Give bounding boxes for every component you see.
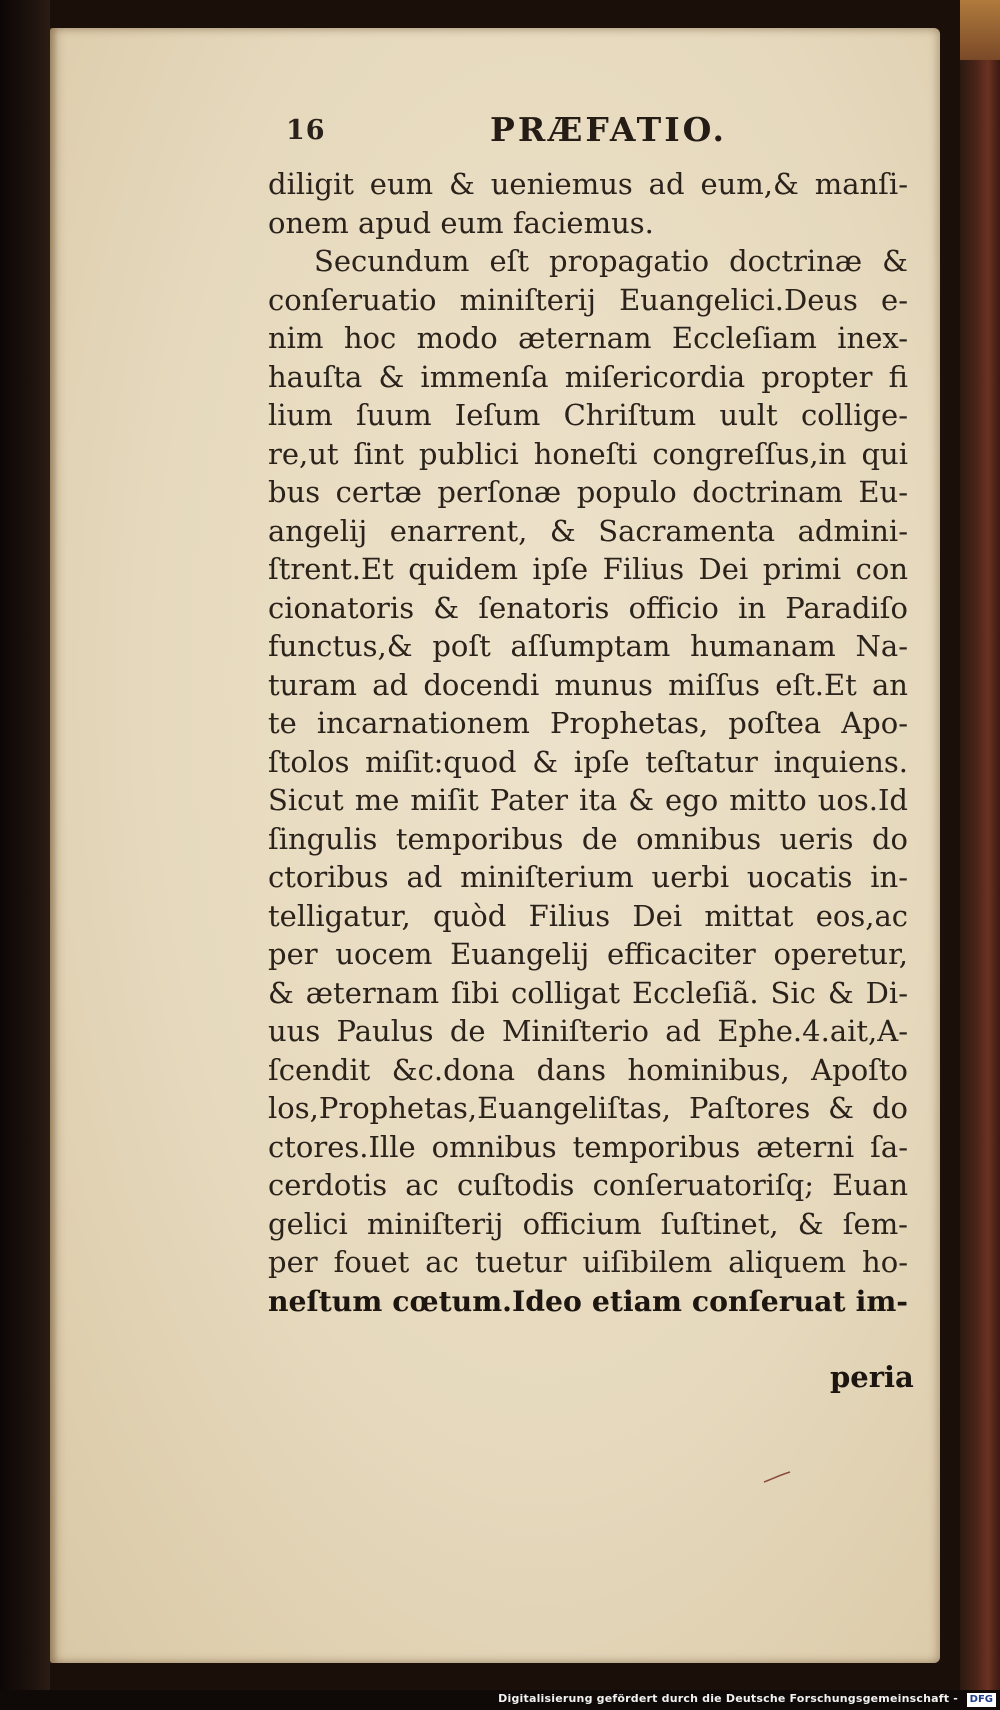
text-line: diligit eum & ueniemus ad eum,& manſi-: [268, 167, 908, 201]
text-line: ſcendit &c.dona dans hominibus, Apoſto: [268, 1052, 908, 1087]
book-spine-top: [960, 0, 1000, 60]
text-line: re,ut ſint publici honeſti congreſſus,in qui: [268, 436, 908, 471]
text-line: ſtrent.Et quidem ipſe Filius Dei primi con: [268, 552, 908, 586]
dfg-logo: DFG: [967, 1693, 996, 1707]
text-line: angelij enarrent, & Sacramenta admini-: [268, 513, 908, 548]
text-line: Sicut me miſit Pater ita & ego mitto uos.Id: [268, 783, 908, 817]
text-line: Secundum eſt propagatio doctrinæ &: [314, 244, 908, 278]
digitization-credit: Digitalisierung gefördert durch die Deutsche Forschungsgemeinschaft -: [498, 1692, 958, 1705]
text-line: onem apud eum faciemus.: [268, 205, 654, 240]
text-line: cerdotis ac cuſtodis conſeruatoriſq; Euan: [268, 1168, 908, 1202]
text-line: los,Prophetas,Euangeliſtas, Paſtores & do: [268, 1091, 908, 1125]
catchword: peria: [830, 1360, 914, 1394]
text-line: per uocem Euangelij efficaciter operetur,: [268, 937, 908, 971]
text-line: lium ſuum Ieſum Chriſtum uult collige-: [268, 398, 908, 432]
background-left: [0, 0, 50, 1710]
page-number: 16: [286, 115, 326, 146]
pen-mark-decoration: [762, 1470, 792, 1484]
text-line: neſtum cœtum.Ideo etiam conſeruat im-: [268, 1283, 908, 1318]
text-line: cionatoris & ſenatoris officio in Paradiſo: [268, 590, 908, 625]
text-line: nim hoc modo æternam Eccleſiam inex-: [268, 321, 908, 355]
page-gutter-shadow: [50, 28, 58, 1663]
text-line: & æternam ſibi colligat Eccleſiã. Sic & Di-: [268, 975, 908, 1010]
text-line: ſtolos miſit:quod & ipſe teſtatur inquiens.: [268, 744, 908, 779]
text-line: functus,& poſt aſſumptam humanam Na-: [268, 629, 908, 663]
text-line: ſingulis temporibus de omnibus ueris do: [268, 821, 908, 856]
text-line: uus Paulus de Miniſterio ad Ephe.4.ait,A-: [268, 1014, 908, 1048]
text-line: gelici miniſterij officium ſuſtinet, & ſem-: [268, 1206, 908, 1241]
text-line: telligatur, quòd Filius Dei mittat eos,ac: [268, 898, 908, 933]
text-line: ctoribus ad miniſterium uerbi uocatis in-: [268, 860, 908, 894]
text-line: ctores.Ille omnibus temporibus æterni ſa-: [268, 1129, 908, 1164]
text-line: te incarnationem Prophetas, poſtea Apo-: [268, 706, 908, 740]
running-title: PRÆFATIO.: [490, 110, 727, 149]
text-line: per fouet ac tuetur uiſibilem aliquem ho-: [268, 1245, 908, 1279]
text-line: conſeruatio miniſterij Euangelici.Deus e-: [268, 282, 908, 317]
text-line: bus certæ perſonæ populo doctrinam Eu-: [268, 475, 908, 509]
book-spine: [960, 0, 1000, 1710]
body-text: [268, 165, 908, 1320]
text-line: turam ad docendi munus miſſus eſt.Et an: [268, 667, 908, 702]
text-line: hauſta & immenſa miſericordia propter fi: [268, 359, 908, 394]
